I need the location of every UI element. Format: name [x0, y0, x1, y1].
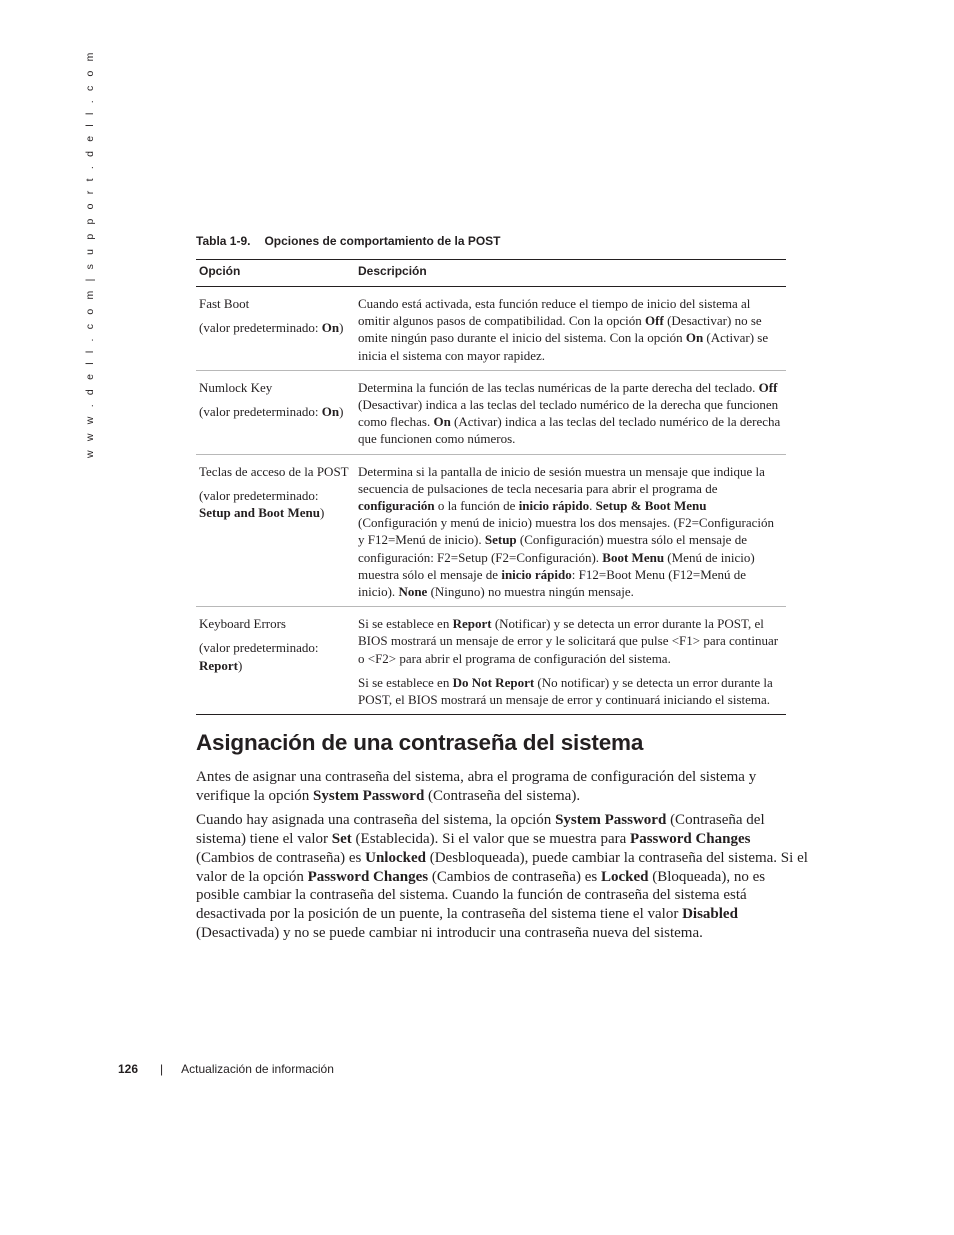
paragraph-bold: Password Changes [307, 868, 429, 885]
description-bold: Off [758, 379, 778, 395]
post-options-table [196, 259, 786, 715]
page-number: 126 [118, 1062, 139, 1076]
description-text: (Desactivar) no se omite ningún paso durante el inicio del sistema. Con la opción [358, 313, 762, 346]
description-text: Determina si la pantalla de inicio de sesión muestra un mensaje que indique la secuencia de pulsaciones de tecla necesaria para abrir el programa de [358, 463, 765, 496]
paragraph-text: (Contraseña del sistema) tiene el valor [196, 812, 765, 848]
option-cell [196, 287, 355, 371]
description-text: (Ninguno) no muestra ningún mensaje. [427, 584, 634, 600]
option-cell [196, 370, 355, 454]
description-bold: Do Not Report [452, 674, 535, 690]
paragraph-bold: Set [331, 831, 352, 848]
description-paragraph [358, 674, 783, 708]
description-text: o la función de [434, 498, 519, 514]
description-text: . [589, 498, 596, 514]
description-text: Si se establece en [358, 616, 453, 632]
description-cell [355, 454, 786, 607]
paragraph-bold: Password Changes [630, 831, 751, 848]
description-paragraph [358, 615, 783, 667]
description-text: (Activar) indica a las teclas del teclado numérico de la derecha que funcionen como números. [358, 414, 781, 447]
paragraph-text: (Bloqueada), no es posible cambiar la contraseña del sistema. Cuando la función de contraseña del sistema está desactivada por la posición de un puente, la contraseña del sistema tiene el valor [196, 868, 766, 922]
body-text [196, 768, 808, 948]
footer-section: Actualización de información [181, 1062, 334, 1076]
page-footer [118, 1062, 334, 1076]
table-row [196, 287, 786, 371]
paragraph-text: (Cambios de contraseña) es [196, 849, 366, 866]
description-text: (Configuración y menú de inicio) muestra los dos mensajes. (F2=Configuración y F12=Menú de inicio). [358, 515, 775, 548]
paragraph-bold: System Password [313, 787, 425, 804]
body-paragraph [196, 768, 808, 805]
description-text: Si se establece en [358, 674, 453, 690]
description-text: (No notificar) y se detecta un error durante la POST, el BIOS mostrará un mensaje de error y continuará iniciando el sistema. [358, 674, 773, 708]
option-name: Teclas de acceso de la POST [199, 463, 349, 479]
option-name: Keyboard Errors [199, 616, 286, 632]
description-bold: Setup [484, 532, 517, 548]
description-bold: configuración [358, 498, 435, 514]
body-paragraph [196, 811, 808, 942]
default-suffix: ) [320, 505, 325, 521]
table-caption [196, 234, 501, 248]
paragraph-bold: System Password [555, 812, 667, 829]
paragraph-text: (Contraseña del sistema). [424, 787, 581, 804]
description-bold: Setup & Boot Menu [595, 498, 707, 514]
header-option: Opción [196, 260, 355, 287]
option-default [199, 639, 352, 673]
default-suffix: ) [238, 657, 243, 673]
description-bold: Report [452, 616, 492, 632]
description-text: : F12=Boot Menu (F12=Menú de inicio). [358, 566, 747, 600]
paragraph-text: Antes de asignar una contraseña del sistema, abra el programa de configuración del sistema y verifique la opción [196, 769, 757, 804]
paragraph-text: (Cambios de contraseña) es [428, 868, 601, 885]
description-cell [355, 607, 786, 715]
default-prefix: (valor predeterminado: [199, 487, 319, 503]
default-suffix: ) [339, 320, 344, 336]
description-bold: None [398, 584, 428, 600]
option-default [199, 319, 352, 336]
description-text: Cuando está activada, esta función reduce el tiempo de inicio del sistema al omitir algunos pasos de compatibilidad. Con la opción [358, 296, 751, 329]
default-suffix: ) [339, 404, 344, 420]
paragraph-text: (Establecida). Si el valor que se muestra para [351, 831, 631, 848]
default-prefix: (valor predeterminado: [199, 320, 322, 336]
footer-separator: | [160, 1062, 164, 1076]
paragraph-bold: Unlocked [365, 849, 426, 866]
default-value: On [321, 404, 340, 420]
description-text: (Notificar) y se detecta un error durante la POST, el BIOS mostrará un mensaje de error y le solicitará que pulse <F1> para continuar o <F2> para abrir el programa de configuración del sistema. [358, 616, 779, 666]
description-paragraph [358, 463, 783, 601]
default-prefix: (valor predeterminado: [199, 404, 322, 420]
option-cell [196, 607, 355, 715]
option-cell [196, 454, 355, 607]
description-cell [355, 370, 786, 454]
paragraph-bold: Disabled [682, 905, 738, 922]
option-name: Numlock Key [199, 379, 273, 395]
description-text: (Menú de inicio) muestra sólo el mensaje de [358, 549, 755, 582]
table-row [196, 454, 786, 607]
table-caption-title: Opciones de comportamiento de la POST [264, 234, 501, 248]
description-bold: On [433, 414, 451, 430]
description-bold: inicio rápido [501, 566, 572, 582]
description-text: Determina la función de las teclas numéricas de la parte derecha del teclado. [358, 379, 759, 395]
default-value: Setup and Boot Menu [199, 505, 320, 521]
description-paragraph [358, 295, 783, 364]
description-bold: inicio rápido [518, 498, 590, 514]
paragraph-text: Cuando hay asignada una contraseña del sistema, la opción [196, 812, 556, 829]
description-text: (Activar) se inicia el sistema con mayor rapidez. [358, 330, 769, 363]
description-cell [355, 287, 786, 371]
table-row [196, 607, 786, 715]
option-default [199, 403, 352, 420]
paragraph-text: (Desbloqueada), puede cambiar la contraseña del sistema. Si el valor de la opción [196, 849, 808, 885]
side-url: w w w . d e l l . c o m | s u p p o r t . d e l l . c o m [84, 49, 96, 458]
default-value: On [321, 320, 340, 336]
description-text: (Desactivar) indica a las teclas del teclado numérico de la derecha que funcionen como flechas. [358, 397, 779, 430]
description-bold: Off [645, 313, 664, 329]
header-description: Descripción [355, 260, 786, 287]
description-bold: Boot Menu [602, 549, 665, 565]
table-row [196, 370, 786, 454]
option-name: Fast Boot [199, 296, 250, 311]
table-body [196, 287, 786, 715]
paragraph-text: (Desactivada) y no se puede cambiar ni introducir una contraseña nueva del sistema. [196, 924, 703, 941]
option-default [199, 487, 352, 521]
description-text: (Configuración) muestra sólo el mensaje de configuración: F2=Setup (F2=Configuración). [358, 532, 747, 565]
description-bold: On [685, 330, 704, 346]
description-paragraph [358, 379, 783, 448]
paragraph-bold: Locked [600, 868, 649, 885]
default-value: Report [199, 657, 238, 673]
table-caption-label: Tabla 1-9. [196, 234, 251, 248]
default-prefix: (valor predeterminado: [199, 640, 319, 656]
section-title: Asignación de una contraseña del sistema [196, 730, 644, 755]
table-header-row [196, 260, 786, 287]
